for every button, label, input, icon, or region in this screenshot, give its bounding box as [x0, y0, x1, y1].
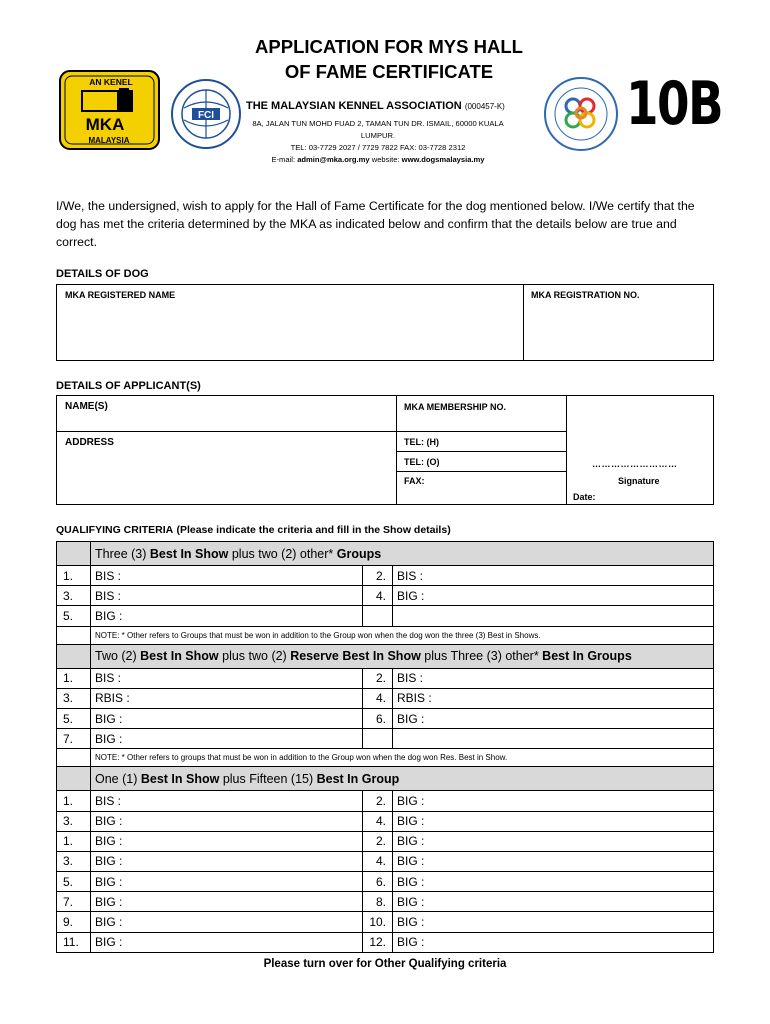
row-number: 5. [57, 606, 91, 626]
group3-head-text-2: plus Fifteen (15) [219, 771, 317, 786]
criteria-field[interactable]: BIS : [393, 668, 714, 688]
criteria-field[interactable]: BIG : [91, 729, 363, 749]
table-row [57, 872, 714, 892]
criteria-field[interactable]: BIS : [91, 668, 363, 688]
criteria-field[interactable]: BIG : [393, 791, 714, 811]
criteria-field[interactable]: BIG : [91, 892, 363, 912]
row-number: 3. [57, 688, 91, 708]
website-prefix: website: [369, 155, 402, 164]
email-link[interactable]: admin@mka.org.my [297, 155, 370, 164]
letterhead [0, 0, 770, 170]
criteria-field[interactable]: BIS : [91, 586, 363, 606]
row-number: 7. [57, 729, 91, 749]
table-row [57, 566, 714, 586]
criteria-group1-header [57, 542, 714, 566]
association-phone: TEL: 03-7729 2027 / 7729 7822 FAX: 03-7728 2312 [290, 143, 466, 152]
group2-head-bold-3: Best In Groups [542, 649, 632, 664]
form-title [200, 34, 578, 84]
mka-logo-bottom-text: MALAYSIA [88, 136, 130, 145]
registration-no-label: MKA REGISTRATION NO. [531, 290, 640, 300]
group1-head-text-2: plus two (2) other* [228, 546, 337, 561]
group3-head-bold-2: Best In Group [316, 771, 400, 786]
group3-head-bold-1: Best In Show [140, 771, 220, 786]
tel-office-label: TEL: (O) [404, 457, 440, 467]
pacific-section-logo [543, 76, 619, 152]
row-number: 2. [363, 566, 393, 586]
applicant-row-line-1 [57, 431, 567, 432]
row-number: 1. [57, 668, 91, 688]
row-number: 1. [57, 831, 91, 851]
table-row [57, 851, 714, 871]
criteria-field[interactable]: BIG : [393, 892, 714, 912]
criteria-group1-note [57, 626, 714, 644]
address-label: ADDRESS [65, 437, 114, 448]
footer-note: Please turn over for Other Qualifying criteria [263, 958, 507, 970]
signature-label: Signature [618, 476, 660, 486]
criteria-field[interactable]: BIS : [91, 791, 363, 811]
group2-checkbox[interactable] [57, 644, 91, 668]
mka-logo [59, 70, 160, 150]
table-row [57, 791, 714, 811]
registered-name-field[interactable] [57, 303, 522, 360]
criteria-field[interactable]: BIG : [91, 932, 363, 952]
criteria-field[interactable]: BIG : [393, 586, 714, 606]
row-number: 9. [57, 912, 91, 932]
criteria-field[interactable]: BIG : [393, 851, 714, 871]
qualifying-criteria-title [56, 524, 451, 536]
registered-name-label: MKA REGISTERED NAME [65, 290, 176, 300]
association-name [246, 100, 505, 112]
tel-home-label: TEL: (H) [404, 437, 439, 447]
criteria-field[interactable]: BIG : [393, 872, 714, 892]
row-number: 1. [57, 566, 91, 586]
row-number: 7. [57, 892, 91, 912]
table-row [57, 668, 714, 688]
row-number: 6. [363, 872, 393, 892]
website-link[interactable]: www.dogsmalaysia.my [401, 155, 485, 164]
names-label: NAME(S) [65, 401, 108, 412]
criteria-field[interactable]: BIG : [393, 831, 714, 851]
row-number: 2. [363, 831, 393, 851]
row-number: 8. [363, 892, 393, 912]
association-reg-no: (000457-K) [464, 102, 505, 111]
criteria-field [393, 729, 714, 749]
association-contact [238, 154, 518, 166]
criteria-field[interactable]: BIG : [393, 932, 714, 952]
group1-checkbox[interactable] [57, 542, 91, 566]
criteria-table [56, 541, 714, 953]
row-number: 4. [363, 811, 393, 831]
criteria-field[interactable]: BIG : [91, 811, 363, 831]
criteria-label: QUALIFYING CRITERIA [56, 524, 174, 536]
criteria-group2-note [57, 749, 714, 767]
row-number: 3. [57, 851, 91, 871]
group3-head-text-1: One (1) [95, 771, 141, 786]
association-address: 8A, JALAN TUN MOHD FUAD 2, TAMAN TUN DR. ISMAIL, 60000 KUALA LUMPUR. [252, 119, 504, 140]
mka-logo-top-text: AN KENEL [89, 77, 133, 87]
criteria-field[interactable]: RBIS : [393, 688, 714, 708]
applicant-row-line-2 [396, 451, 567, 452]
table-row [57, 606, 714, 626]
dog-details-box [56, 284, 714, 361]
table-row [57, 811, 714, 831]
group1-head-bold-1: Best In Show [149, 546, 229, 561]
row-number: 1. [57, 791, 91, 811]
row-number: 6. [363, 708, 393, 728]
criteria-field[interactable]: BIG : [91, 872, 363, 892]
criteria-field[interactable]: BIG : [91, 851, 363, 871]
table-row [57, 831, 714, 851]
criteria-field[interactable]: BIG : [393, 912, 714, 932]
date-label: Date: [573, 492, 596, 502]
table-row [57, 729, 714, 749]
dog-details-divider [523, 284, 524, 361]
row-number: 2. [363, 791, 393, 811]
table-row [57, 688, 714, 708]
row-number: 11. [57, 932, 91, 952]
criteria-group2-header [57, 644, 714, 668]
fci-logo-text: FCI [197, 110, 215, 121]
criteria-field[interactable]: BIS : [393, 566, 714, 586]
criteria-field [393, 606, 714, 626]
criteria-field[interactable]: BIG : [91, 831, 363, 851]
applicant-section-title: DETAILS OF APPLICANT(S) [56, 380, 201, 392]
signature-line[interactable]: ……………………… [592, 459, 678, 469]
applicant-divider-2 [566, 396, 567, 504]
criteria-field[interactable]: BIG : [393, 708, 714, 728]
group2-head-bold-2: Reserve Best In Show [290, 649, 421, 664]
group1-head-bold-2: Groups [336, 546, 382, 561]
row-number: 5. [57, 872, 91, 892]
row-number: 4. [363, 586, 393, 606]
association-address-block [238, 118, 518, 166]
group2-head-bold-1: Best In Show [140, 649, 219, 664]
criteria-field[interactable]: BIG : [91, 912, 363, 932]
criteria-field[interactable]: BIG : [91, 708, 363, 728]
form-title-line1: APPLICATION FOR MYS HALL [255, 36, 523, 57]
group2-note-text: NOTE: * Other refers to groups that must be won in addition to the Group won when the dog won Res. Best in Show. [91, 749, 714, 767]
row-number: 2. [363, 668, 393, 688]
group2-head-text-2: plus two (2) [218, 649, 291, 664]
criteria-field[interactable]: BIG : [393, 811, 714, 831]
form-title-line2: OF FAME CERTIFICATE [284, 61, 494, 82]
criteria-field[interactable]: BIS : [91, 566, 363, 586]
row-number: 4. [363, 851, 393, 871]
applicant-row-line-3 [396, 471, 567, 472]
group1-head-text-1: Three (3) [95, 546, 150, 561]
fax-label: FAX: [404, 476, 425, 486]
table-row [57, 708, 714, 728]
row-number: 4. [363, 688, 393, 708]
table-row [57, 586, 714, 606]
association-label: THE MALAYSIAN KENNEL ASSOCIATION [246, 100, 462, 112]
row-number [363, 729, 393, 749]
row-number [363, 606, 393, 626]
dog-section-title: DETAILS OF DOG [56, 268, 149, 280]
group2-head-text-1: Two (2) [95, 649, 141, 664]
row-number: 3. [57, 811, 91, 831]
group2-head-text-3: plus Three (3) other* [420, 649, 543, 664]
row-number: 5. [57, 708, 91, 728]
membership-no-label: MKA MEMBERSHIP NO. [404, 402, 507, 412]
row-number: 10. [363, 912, 393, 932]
criteria-field[interactable]: BIG : [91, 606, 363, 626]
row-number: 3. [57, 586, 91, 606]
criteria-group3-header [57, 767, 714, 791]
row-number: 12. [363, 932, 393, 952]
mka-logo-mid-text: MKA [85, 115, 125, 134]
applicant-details-box [56, 395, 714, 505]
table-row [57, 892, 714, 912]
criteria-field[interactable]: RBIS : [91, 688, 363, 708]
intro-statement: I/We, the undersigned, wish to apply for the Hall of Fame Certificate for the dog mentioned below. I/We certify that the dog has met the criteria determined by the MKA as indicated below and confirm that the details below are true and correct. [56, 199, 695, 249]
criteria-note: (Please indicate the criteria and fill in the Show details) [176, 524, 451, 536]
fci-logo [170, 78, 242, 150]
form-code: 10B [626, 69, 723, 139]
table-row [57, 932, 714, 952]
group3-checkbox[interactable] [57, 767, 91, 791]
email-prefix: E-mail: [271, 155, 298, 164]
table-row [57, 912, 714, 932]
registration-no-field[interactable] [525, 303, 713, 360]
applicant-divider-1 [396, 396, 397, 504]
group1-note-text: NOTE: * Other refers to Groups that must be won in addition to the Group won when the dog won the three (3) Best in Shows. [91, 626, 714, 644]
